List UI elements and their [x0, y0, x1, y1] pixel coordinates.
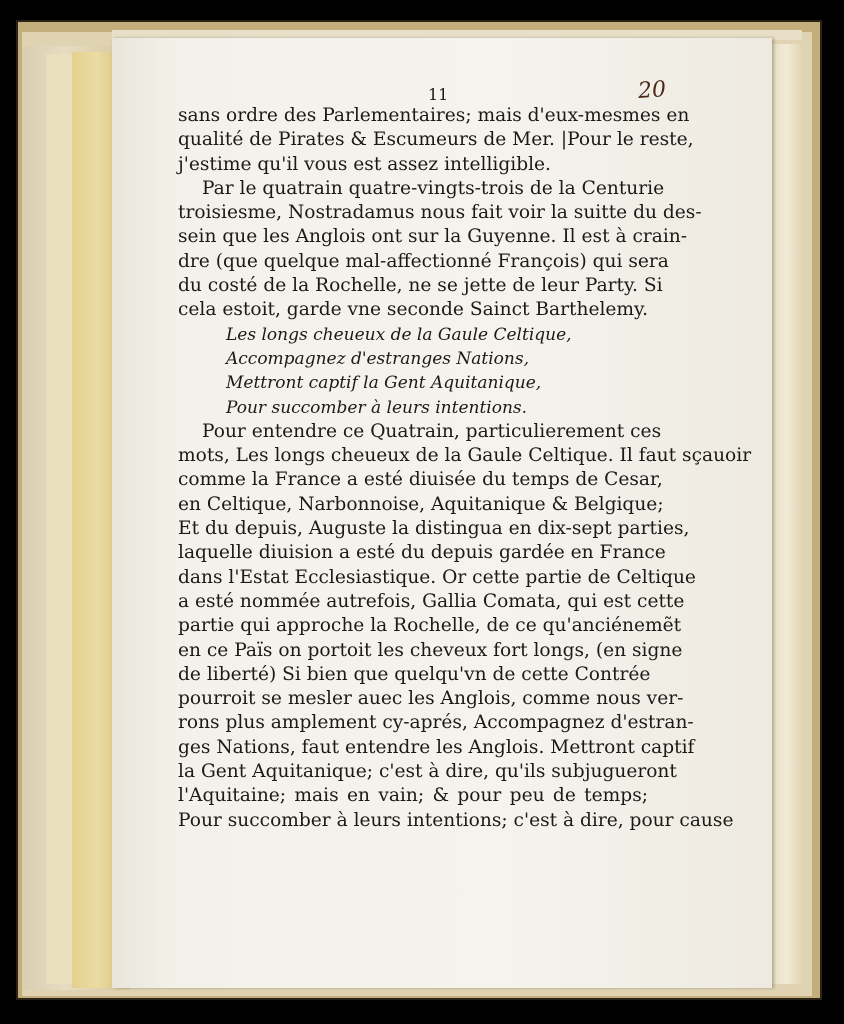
- text-line: l'Aquitaine; mais en vain; & pour peu de temps;: [178, 785, 648, 807]
- text-line: Pour entendre ce Quatrain, particulierement ces: [202, 420, 662, 442]
- text-line: j'estime qu'il vous est assez intelligible.: [178, 153, 551, 175]
- quatrain-line: Mettront captif la Gent Aquitanique,: [226, 373, 542, 394]
- text-line: partie qui approche la Rochelle, de ce qu'anciénemẽt: [178, 615, 682, 637]
- page-edges-right: [772, 44, 802, 984]
- text-line: en ce Païs on portoit les cheveux fort longs, (en signe: [178, 639, 683, 661]
- text-line: a esté nommée autrefois, Gallia Comata, qui est cette: [178, 590, 685, 612]
- text-line: mots, Les longs cheueux de la Gaule Celtique. Il faut sçauoir: [178, 445, 752, 467]
- text-line: de liberté) Si bien que quelqu'vn de cette Contrée: [178, 663, 651, 685]
- text-line: du costé de la Rochelle, ne se jette de leur Party. Si: [178, 275, 663, 297]
- text-line: Et du depuis, Auguste la distingua en dix-sept parties,: [178, 518, 690, 540]
- text-line: dre (que quelque mal-affectionné François) qui sera: [178, 250, 669, 272]
- page-number: 11: [428, 85, 449, 104]
- text-line: rons plus amplement cy-aprés, Accompagnez d'estran-: [178, 712, 694, 734]
- text-line: cela estoit, garde vne seconde Sainct Barthelemy.: [178, 299, 648, 321]
- text-line: laquelle diuision a esté du depuis gardée en France: [178, 542, 666, 564]
- text-line: sein que les Anglois ont sur la Guyenne. Il est à crain-: [178, 226, 688, 248]
- text-line: pourroit se mesler auec les Anglois, comme nous ver-: [178, 688, 684, 710]
- handwritten-folio-number: 20: [637, 77, 667, 104]
- text-line: sans ordre des Parlementaires; mais d'eux-mesmes en: [178, 105, 690, 126]
- text-line: en Celtique, Narbonnoise, Aquitanique & Belgique;: [178, 493, 664, 515]
- quatrain-line: Les longs cheueux de la Gaule Celtique,: [226, 324, 572, 345]
- text-line: troisiesme, Nostradamus nous fait voir la suitte du des-: [178, 202, 702, 224]
- text-line: Par le quatrain quatre-vingts-trois de la Centurie: [202, 177, 665, 199]
- quatrain-line: Pour succomber à leurs intentions.: [226, 397, 528, 418]
- text-line: dans l'Estat Ecclesiastique. Or cette partie de Celtique: [178, 566, 696, 588]
- text-line: Pour succomber à leurs intentions; c'est à dire, pour cause: [178, 809, 734, 831]
- page-text: [178, 104, 752, 833]
- quatrain-line: Accompagnez d'estranges Nations,: [226, 348, 529, 369]
- text-line: la Gent Aquitanique; c'est à dire, qu'ils subjugueront: [178, 761, 677, 783]
- text-line: comme la France a esté diuisée du temps de Cesar,: [178, 469, 663, 491]
- text-line: ges Nations, faut entendre les Anglois. Mettront captif: [178, 736, 695, 758]
- text-line: qualité de Pirates & Escumeurs de Mer. |Pour le reste,: [178, 129, 694, 151]
